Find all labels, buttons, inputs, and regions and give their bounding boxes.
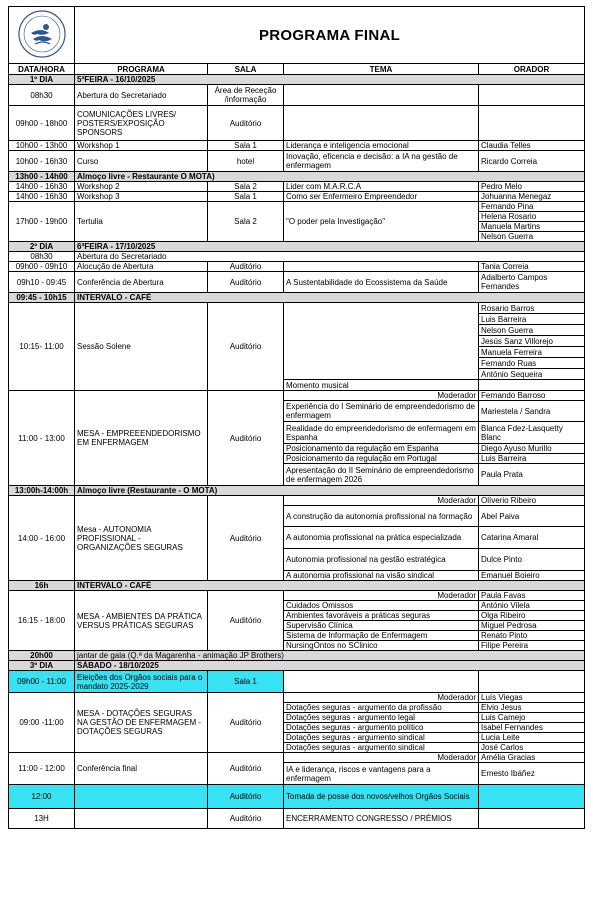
row-orador: Emanuel Boieiro	[479, 571, 585, 581]
row-time: 14:00 - 16:00	[9, 496, 75, 581]
row-time: 09h00 - 09h10	[9, 262, 75, 272]
header-row	[9, 7, 585, 64]
row-time: 13h00 - 14h00	[9, 172, 75, 182]
logo-cell	[9, 7, 75, 64]
row-orador: Claudia Telles	[479, 141, 585, 151]
row-orador: Miguel Pedrosa	[479, 621, 585, 631]
lunch-row	[9, 172, 585, 182]
row-programa: Eleições dos Orgãos sociais para o mandato 2025-2029	[75, 671, 208, 693]
row-orador: Lucia Leite	[479, 733, 585, 743]
col-header-tema: TEMA	[284, 64, 479, 75]
row-time: 17h00 - 19h00	[9, 202, 75, 242]
row-tema: Apresentação do II Seminário de empreendedorismo de enfermagem 2026	[284, 464, 479, 486]
row-sala: Auditório	[208, 106, 284, 141]
day-date: 6ªFEIRA - 17/10/2025	[75, 242, 585, 252]
row-programa: Abertura do Secretariado	[75, 252, 585, 262]
row-tema: Dotações seguras - argumento da profissão	[284, 703, 479, 713]
row-tema: Sistema de Informação de Enfermagem	[284, 631, 479, 641]
row-sala: Auditório	[208, 262, 284, 272]
program-document	[8, 6, 584, 829]
col-header-programa: PROGRAMA	[75, 64, 208, 75]
congress-logo-icon	[17, 9, 67, 59]
schedule-row	[9, 252, 585, 262]
row-programa: Workshop 1	[75, 141, 208, 151]
row-time: 10:15- 11:00	[9, 303, 75, 391]
moderator-label: Moderador	[284, 591, 479, 601]
row-tema: Lider com M.A.R.C.A	[284, 182, 479, 192]
row-programa: Tertulia	[75, 202, 208, 242]
row-sala: Auditório	[208, 496, 284, 581]
row-time: 13H	[9, 809, 75, 829]
row-tema: A autonomia profissional na visão sindical	[284, 571, 479, 581]
moderator-label: Moderador	[284, 693, 479, 703]
row-programa: Mesa - AUTONOMIA PROFISSIONAL - ORGANIZAÇÕES SEGURAS	[75, 496, 208, 581]
row-time: 09h00 - 18h00	[9, 106, 75, 141]
row-sala: hotel	[208, 151, 284, 172]
row-orador: António Sequeira	[479, 369, 585, 380]
column-header-row	[9, 64, 585, 75]
row-tema: Posicionamento da regulação em Portugal	[284, 454, 479, 464]
lunch-row	[9, 486, 585, 496]
row-tema: IA e liderança, riscos e vantagens para a enfermagem	[284, 763, 479, 785]
row-tema: A autonomia profissional na prática especializada	[284, 527, 479, 549]
row-programa: MESA - DOTAÇÕES SEGURAS NA GESTÃO DE ENFERMAGEM - DOTAÇÕES SEGURAS	[75, 693, 208, 753]
moderator-row	[9, 496, 585, 506]
row-tema: "O poder pela Investigação"	[284, 202, 479, 242]
row-sala: Auditório	[208, 591, 284, 651]
moderator-row	[9, 693, 585, 703]
schedule-row	[9, 106, 585, 141]
row-orador: Adalberto Campos Fernandes	[479, 272, 585, 293]
row-sala: Sala 1	[208, 671, 284, 693]
row-tema: Liderança e inteligencia emocional	[284, 141, 479, 151]
row-orador: Ricardo Correia	[479, 151, 585, 172]
row-tema: Supervisão Clínica	[284, 621, 479, 631]
row-orador: Nelson Guerra	[479, 232, 585, 242]
schedule-row	[9, 85, 585, 106]
row-label: INTERVALO - CAFÉ	[75, 581, 585, 591]
row-programa: Conferência final	[75, 753, 208, 785]
row-tema: Como ser Enfermeiro Empreendedor	[284, 192, 479, 202]
row-orador: Renato Pinto	[479, 631, 585, 641]
schedule-row	[9, 785, 585, 809]
row-sala: Auditório	[208, 303, 284, 391]
schedule-row	[9, 192, 585, 202]
row-time: 16:15 - 18:00	[9, 591, 75, 651]
row-orador: Fernando Ruas	[479, 358, 585, 369]
row-programa: Conferência de Abertura	[75, 272, 208, 293]
row-sala: Sala 1	[208, 192, 284, 202]
row-label: jantar de gala (Q.ª da Magarenha - animação JP Brothers)	[75, 651, 585, 661]
moderator-label: Moderador	[284, 753, 479, 763]
gala-row	[9, 651, 585, 661]
row-time: 13:00h-14:00h	[9, 486, 75, 496]
row-time: 09:45 - 10h15	[9, 293, 75, 303]
row-programa: Workshop 2	[75, 182, 208, 192]
row-tema: Cuidados Omissos	[284, 601, 479, 611]
col-header-sala: SALA	[208, 64, 284, 75]
row-sala: Sala 1	[208, 141, 284, 151]
row-sala: Auditório	[208, 272, 284, 293]
day-date: SÁBADO - 18/10/2025	[75, 661, 585, 671]
row-time: 08h30	[9, 252, 75, 262]
moderator-label: Moderador	[284, 496, 479, 506]
row-time: 10h00 - 13h00	[9, 141, 75, 151]
row-sala: Auditório	[208, 693, 284, 753]
break-row	[9, 293, 585, 303]
row-orador: Olga Ribeiro	[479, 611, 585, 621]
row-orador: Tania Correia	[479, 262, 585, 272]
row-time: 12:00	[9, 785, 75, 809]
schedule-row	[9, 151, 585, 172]
row-orador: Amélia Gracias	[479, 753, 585, 763]
row-programa: COMUNICAÇÕES LIVRES/ POSTERS/EXPOSIÇÃO SPONSORS	[75, 106, 208, 141]
program-table	[8, 6, 585, 829]
row-sala: Sala 2	[208, 182, 284, 192]
moderator-row	[9, 591, 585, 601]
row-orador: Filipe Pereira	[479, 641, 585, 651]
row-orador: Manuela Martins	[479, 222, 585, 232]
day-header-row	[9, 75, 585, 85]
row-tema: Dotações seguras - argumento sindical	[284, 733, 479, 743]
row-time: 20h00	[9, 651, 75, 661]
row-orador: Olíverio Ribeiro	[479, 496, 585, 506]
row-time: 16h	[9, 581, 75, 591]
row-time: 11:00 - 13:00	[9, 391, 75, 486]
row-sala: Sala 2	[208, 202, 284, 242]
row-orador: Luis Camejo	[479, 713, 585, 723]
moderator-row	[9, 391, 585, 401]
row-time: 09:00 -11:00	[9, 693, 75, 753]
row-tema: Autonomia profissional na gestão estratégica	[284, 549, 479, 571]
row-time: 09h10 - 09:45	[9, 272, 75, 293]
row-label: Almoço livre - Restaurante O MOTA)	[75, 172, 585, 182]
day-label: 1º DIA	[9, 75, 75, 85]
row-sala: Área de Receção /informação	[208, 85, 284, 106]
row-orador: Manuela Ferreira	[479, 347, 585, 358]
row-orador: Luis Barreira	[479, 314, 585, 325]
schedule-row	[9, 303, 585, 314]
page-title: PROGRAMA FINAL	[75, 7, 585, 64]
row-programa: Abertura do Secretariado	[75, 85, 208, 106]
schedule-row	[9, 141, 585, 151]
row-tema: A construção da autonomia profissional na formação	[284, 506, 479, 527]
row-time: 14h00 - 16h30	[9, 182, 75, 192]
row-tema: Ambientes favoráveis a práticas seguras	[284, 611, 479, 621]
moderator-label: Moderador	[284, 391, 479, 401]
row-orador: Luis Barreira	[479, 454, 585, 464]
row-programa: Workshop 3	[75, 192, 208, 202]
day-label: 2º DIA	[9, 242, 75, 252]
row-tema: ENCERRAMENTO CONGRESSO / PRÉMIOS	[284, 809, 479, 829]
row-orador: Paula Favas	[479, 591, 585, 601]
schedule-row	[9, 262, 585, 272]
col-header-orador: ORADOR	[479, 64, 585, 75]
row-time: 10h00 - 16h30	[9, 151, 75, 172]
row-orador: Jesús Sanz Villorejo	[479, 336, 585, 347]
row-orador: Diego Ayuso Murillo	[479, 444, 585, 454]
row-tema: Posicionamento da regulação em Espanha	[284, 444, 479, 454]
row-time: 08h30	[9, 85, 75, 106]
row-orador: Fernando Pina	[479, 202, 585, 212]
schedule-row	[9, 202, 585, 212]
row-orador: Luís Viegas	[479, 693, 585, 703]
row-tema: Experiência do I Seminário de empreendedorismo de enfermagem	[284, 401, 479, 422]
row-tema: Dotações seguras - argumento sindical	[284, 743, 479, 753]
row-tema: Inovação, eficencia e decisão: a IA na gestão de enfermagem	[284, 151, 479, 172]
row-sala: Auditório	[208, 809, 284, 829]
row-programa: Curso	[75, 151, 208, 172]
moderator-row	[9, 753, 585, 763]
day-header-row	[9, 242, 585, 252]
row-orador: Catarina Amaral	[479, 527, 585, 549]
row-orador: Dulce Pinto	[479, 549, 585, 571]
day-label: 3º DIA	[9, 661, 75, 671]
row-orador: Blanca Fdez-Lasquetty Blanc	[479, 422, 585, 444]
row-orador: Paula Prata	[479, 464, 585, 486]
row-time: 14h00 - 16h30	[9, 192, 75, 202]
row-programa: Sessão Solene	[75, 303, 208, 391]
row-orador: Ernesto Ibáñez	[479, 763, 585, 785]
row-label: Almoço livre (Restaurante - O MOTA)	[75, 486, 585, 496]
row-orador: Nelson Guerra	[479, 325, 585, 336]
row-orador: Fernando Barroso	[479, 391, 585, 401]
row-time: 11:00 - 12:00	[9, 753, 75, 785]
row-sala: Auditório	[208, 391, 284, 486]
break-row	[9, 581, 585, 591]
row-programa: MESA - EMPREEENDEDORISMO EM ENFERMAGEM	[75, 391, 208, 486]
row-programa: Alocução de Abertura	[75, 262, 208, 272]
schedule-row	[9, 809, 585, 829]
row-tema: Dotações seguras - argumento político	[284, 723, 479, 733]
row-tema: Dotações seguras - argumento legal	[284, 713, 479, 723]
col-header-data-hora: DATA/HORA	[9, 64, 75, 75]
row-tema: A Sustentabilidade do Ecossistema da Saúde	[284, 272, 479, 293]
row-sala: Auditório	[208, 785, 284, 809]
day-date: 5ªFEIRA - 16/10/2025	[75, 75, 585, 85]
row-tema: Realidade do empreendedorismo de enfermagem em Espanha	[284, 422, 479, 444]
row-time: 09h00 - 11:00	[9, 671, 75, 693]
row-orador: Mariestela / Sandra	[479, 401, 585, 422]
schedule-row	[9, 671, 585, 693]
row-sala: Auditório	[208, 753, 284, 785]
row-orador: Pedro Melo	[479, 182, 585, 192]
row-orador: José Carlos	[479, 743, 585, 753]
schedule-row	[9, 182, 585, 192]
row-orador: Elvio Jesus	[479, 703, 585, 713]
row-tema: Momento musical	[284, 380, 479, 391]
schedule-row	[9, 272, 585, 293]
row-label: INTERVALO - CAFÉ	[75, 293, 585, 303]
row-tema: Tomada de posse dos novos/velhos Orgãos Sociais	[284, 785, 479, 809]
row-orador: Johuanna Menegaz	[479, 192, 585, 202]
row-tema: NursingOntos no SClinico	[284, 641, 479, 651]
row-orador: António Vilela	[479, 601, 585, 611]
row-orador: Rosario Barros	[479, 303, 585, 314]
row-orador: Abel Paiva	[479, 506, 585, 527]
row-orador: Isabel Fernandes	[479, 723, 585, 733]
row-orador: Helena Rosario	[479, 212, 585, 222]
row-programa: MESA - AMBIENTES DA PRÁTICA VERSUS PRÁTICAS SEGURAS	[75, 591, 208, 651]
day-header-row	[9, 661, 585, 671]
